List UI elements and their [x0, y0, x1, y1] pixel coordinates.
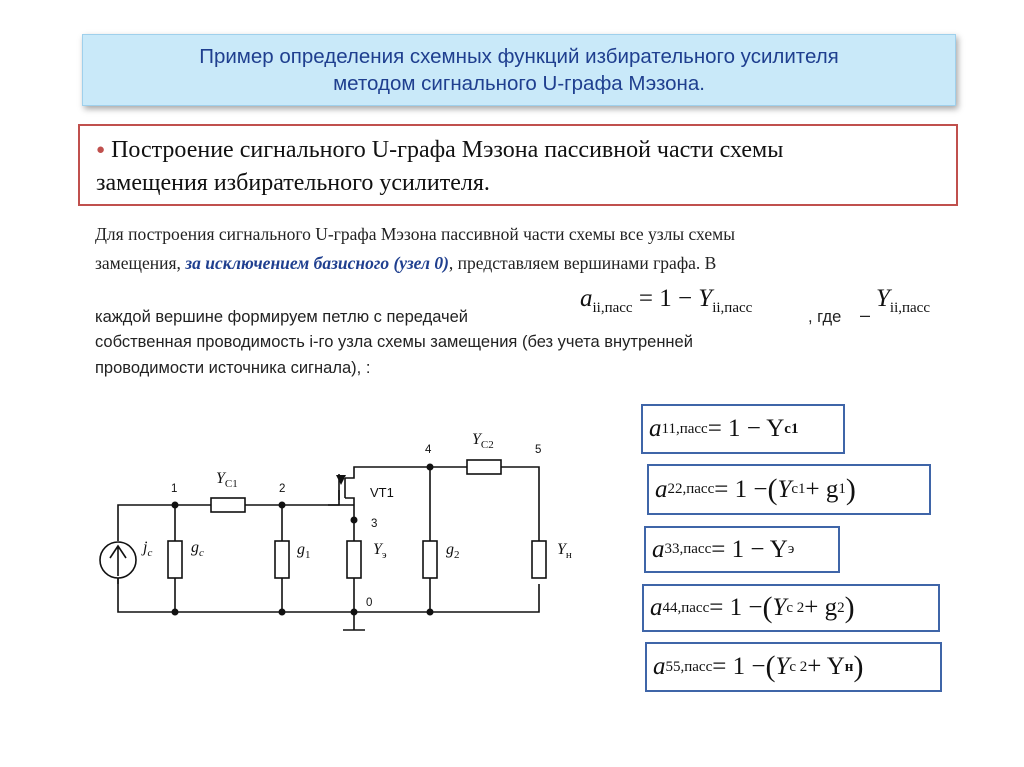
formula-y-symbol: Y [698, 285, 713, 312]
bullet-text-1: Построение сигнального U-графа Мэзона пассивной части схемы [111, 137, 784, 163]
formula-a44-inner-subscript: c 2 [786, 599, 805, 616]
node-dot-0 [351, 609, 358, 616]
label-jc: $j_c$ [143, 539, 153, 559]
transistor-label: VT1 [370, 485, 394, 500]
node-label-0: 0 [366, 597, 373, 609]
label-g1: $g_1$ [297, 541, 311, 561]
formula-a55-rhs: = 1 − [712, 653, 766, 680]
resistor-gc [168, 541, 182, 578]
formula-a11-rhs-subscript: c1 [784, 420, 799, 437]
label-ye: $Y_э$ [373, 541, 387, 561]
formula-a11-symbol: a [649, 415, 662, 442]
node-label-3: 3 [371, 518, 378, 530]
resistor-g1 [275, 541, 289, 578]
label-yc1: $Y_{C1}$ [216, 470, 238, 490]
bullet-line-2: замещения избирательного усилителя. [96, 170, 490, 196]
formula-a22-paren-close: ) [845, 472, 856, 506]
label-g2: $g_2$ [446, 541, 460, 561]
resistor-yn [532, 541, 546, 578]
node-label-5: 5 [535, 444, 542, 456]
node-dot-bottom-2 [279, 609, 286, 616]
formula-a55-inner: Y [775, 653, 790, 680]
body-line-1: Для построения сигнального U-графа Мэзона пассивной части схемы все узлы схемы [95, 224, 735, 244]
formula-a33-rhs: = 1 − Y [711, 535, 788, 563]
formula-a44-paren-open: ( [762, 591, 773, 624]
formula-box-a44 [642, 584, 940, 632]
body-line-3-mid: , где [808, 308, 842, 326]
resistor-ye [347, 541, 361, 578]
formula-a33-subscript: 33,пасс [664, 541, 712, 557]
body-line-3-pre: каждой вершине формируем петлю с передачей [95, 308, 469, 326]
node-dot-bottom-1 [172, 609, 179, 616]
body-line-2-post: , представляем вершинами графа. В [448, 253, 717, 273]
formula-a22-inner: Y [777, 475, 792, 503]
formula-a44-plus: + g [804, 594, 838, 621]
formula-a55-inner-subscript: c 2 [789, 658, 808, 675]
body-line-2-pre: замещения, [95, 253, 186, 273]
formula-a22-plus-subscript: 1 [838, 481, 846, 497]
formula-a22-symbol: a [655, 475, 668, 503]
bullet-dot-icon: ● [96, 142, 106, 158]
label-yc2: $Y_{C2}$ [472, 431, 494, 451]
body-emphasis: за исключением базисного (узел 0) [185, 253, 449, 273]
label-gc: $g_c$ [191, 539, 204, 559]
inline-y-subscript: ii,пасс [889, 300, 930, 316]
formula-a11-subscript: 11,пасс [661, 420, 708, 437]
formula-a55-plus-subscript: н [844, 658, 854, 675]
formula-a33-symbol: a [652, 535, 665, 563]
formula-a44-subscript: 44,пасс [662, 599, 710, 616]
formula-a55-paren-close: ) [853, 650, 864, 683]
inline-y-letter: Y [876, 285, 890, 312]
node-dot-bottom-4 [427, 609, 434, 616]
body-line-5: проводимости источника сигнала), : [95, 359, 371, 377]
body-line-4: собственная проводимость i-го узла схемы замещения (без учета внутренней [95, 333, 693, 351]
formula-a55-paren-open: ( [765, 650, 776, 683]
resistor-yc2 [467, 460, 501, 474]
formula-y-subscript: ii,пасс [712, 300, 753, 316]
formula-a-subscript: ii,пасс [592, 300, 633, 316]
formula-box-a55 [645, 642, 942, 692]
node-dot-3 [351, 517, 358, 524]
formula-equals: = 1 − [632, 285, 699, 312]
formula-a22-rhs: = 1 − [714, 475, 768, 503]
formula-a33-rhs-subscript: э [787, 541, 795, 557]
formula-a44-plus-subscript: 2 [837, 599, 845, 616]
node-label-2: 2 [279, 483, 286, 495]
node-dot-2 [279, 502, 286, 509]
body-line-3-dash: – [860, 305, 871, 325]
formula-a55-symbol: a [653, 653, 666, 680]
formula-a44-inner: Y [772, 594, 787, 621]
formula-a22-plus: + g [805, 475, 839, 503]
node-label-4: 4 [425, 444, 432, 456]
formula-a44-rhs: = 1 − [709, 594, 763, 621]
formula-a11-rhs: = 1 − Y [707, 415, 785, 442]
label-yn: $Y_н$ [557, 541, 572, 561]
formula-a44-paren-close: ) [844, 591, 855, 624]
formula-a55-plus: + Y [807, 653, 845, 680]
current-source-icon [100, 542, 136, 578]
node-label-1: 1 [171, 483, 178, 495]
resistor-yc1 [211, 498, 245, 512]
formula-box-a33 [644, 526, 840, 573]
formula-box-a22 [647, 464, 931, 515]
node-dot-1 [172, 502, 179, 509]
resistor-g2 [423, 541, 437, 578]
formula-a44-symbol: a [650, 594, 663, 621]
node-dot-4 [427, 464, 434, 471]
formula-a55-subscript: 55,пасс [665, 658, 713, 675]
formula-box-a11 [641, 404, 845, 454]
slide-title-line-1: Пример определения схемных функций избирательного усилителя [199, 45, 839, 68]
formula-a22-subscript: 22,пасс [667, 481, 715, 497]
formula-a22-inner-subscript: c1 [791, 481, 806, 497]
formula-a22-paren-open: ( [767, 472, 778, 506]
formula-a-symbol: a [580, 285, 593, 312]
slide-title-line-2: методом сигнального U-графа Мэзона. [333, 72, 705, 95]
